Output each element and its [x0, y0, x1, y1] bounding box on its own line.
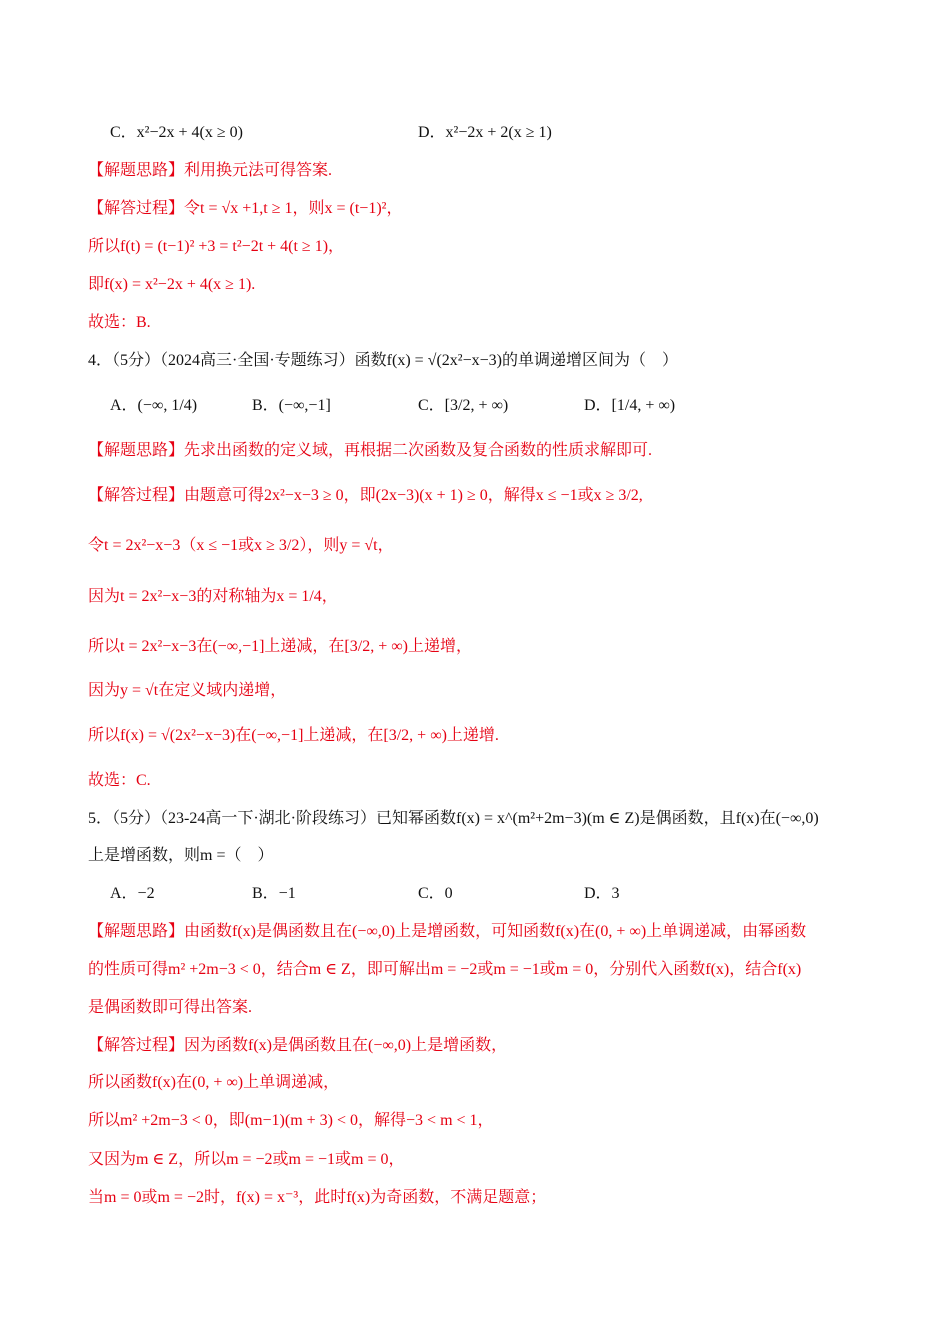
q3-answer: 故选：B.: [88, 314, 151, 331]
q5-option-a: A．−2: [110, 885, 155, 902]
q5-stem-line-1: 5．（5分）（23-24高一下·湖北·阶段练习）已知幂函数f(x) = x^(m²+2m−3)(m ∈ Z)是偶函数，且f(x)在(−∞,0): [88, 810, 819, 827]
q5-solution-line-3: 所以m² +2m−3 < 0，即(m−1)(m + 3) < 0，解得−3 < m < 1，: [88, 1112, 494, 1129]
q4-option-c: C．[3/2, + ∞): [418, 397, 509, 414]
q4-solution-line-1: 【解答过程】由题意可得2x²−x−3 ≥ 0，即(2x−3)(x + 1) ≥ 0，解得x ≤ −1或x ≥ 3/2,: [88, 487, 643, 504]
q5-solution-line-1: 【解答过程】因为函数f(x)是偶函数且在(−∞,0)上是增函数，: [88, 1037, 508, 1054]
q4-solution-line-6: 所以f(x) = √(2x²−x−3)在(−∞,−1]上递减，在[3/2, + ∞)上递增.: [88, 727, 499, 744]
q3-solution-line-1: 【解答过程】令t = √x +1,t ≥ 1，则x = (t−1)²，: [88, 200, 403, 217]
q4-hint: 【解题思路】先求出函数的定义域，再根据二次函数及复合函数的性质求解即可.: [88, 442, 653, 459]
q5-solution-line-5: 当m = 0或m = −2时，f(x) = x⁻³，此时f(x)为奇函数，不满足题意；: [88, 1189, 547, 1206]
q4-solution-line-3: 因为t = 2x²−x−3的对称轴为x = 1/4，: [88, 588, 338, 605]
q5-hint-line-1: 【解题思路】由函数f(x)是偶函数且在(−∞,0)上是增函数，可知函数f(x)在(0, + ∞)上单调递减，由幂函数: [88, 923, 807, 940]
q5-hint-line-2: 的性质可得m² +2m−3 < 0，结合m ∈ Z，即可解出m = −2或m = −1或m = 0，分别代入函数f(x)，结合f(x): [88, 961, 802, 978]
q4-stem: 4．（5分）（2024高三·全国·专题练习）函数f(x) = √(2x²−x−3)的单调递增区间为（ ）: [88, 352, 678, 369]
q4-option-a: A．(−∞, 1/4): [110, 397, 198, 414]
q5-solution-line-2: 所以函数f(x)在(0, + ∞)上单调递减，: [88, 1074, 340, 1091]
q4-option-b: B．(−∞,−1]: [252, 397, 331, 414]
q4-solution-line-2: 令t = 2x²−x−3（x ≤ −1或x ≥ 3/2），则y = √t，: [88, 537, 394, 554]
q5-stem-line-2: 上是增函数，则m =（ ）: [88, 847, 274, 864]
q3-option-c: C．x²−2x + 4(x ≥ 0): [110, 124, 243, 141]
q3-hint: 【解题思路】利用换元法可得答案.: [88, 162, 333, 179]
q3-option-d: D．x²−2x + 2(x ≥ 1): [418, 124, 552, 141]
q4-solution-line-5: 因为y = √t在定义域内递增，: [88, 682, 287, 699]
q4-option-d: D．[1/4, + ∞): [584, 397, 676, 414]
q5-hint-line-3: 是偶函数即可得出答案.: [88, 999, 253, 1016]
q3-solution-line-2: 所以f(t) = (t−1)² +3 = t²−2t + 4(t ≥ 1)，: [88, 238, 345, 255]
q5-option-b: B．−1: [252, 885, 296, 902]
q5-solution-line-4: 又因为m ∈ Z，所以m = −2或m = −1或m = 0，: [88, 1151, 405, 1168]
q4-solution-line-4: 所以t = 2x²−x−3在(−∞,−1]上递减，在[3/2, + ∞)上递增，: [88, 638, 472, 655]
q5-option-d: D．3: [584, 885, 620, 902]
q5-option-c: C．0: [418, 885, 453, 902]
q3-solution-line-3: 即f(x) = x²−2x + 4(x ≥ 1).: [88, 276, 256, 293]
q4-answer: 故选：C.: [88, 772, 151, 789]
